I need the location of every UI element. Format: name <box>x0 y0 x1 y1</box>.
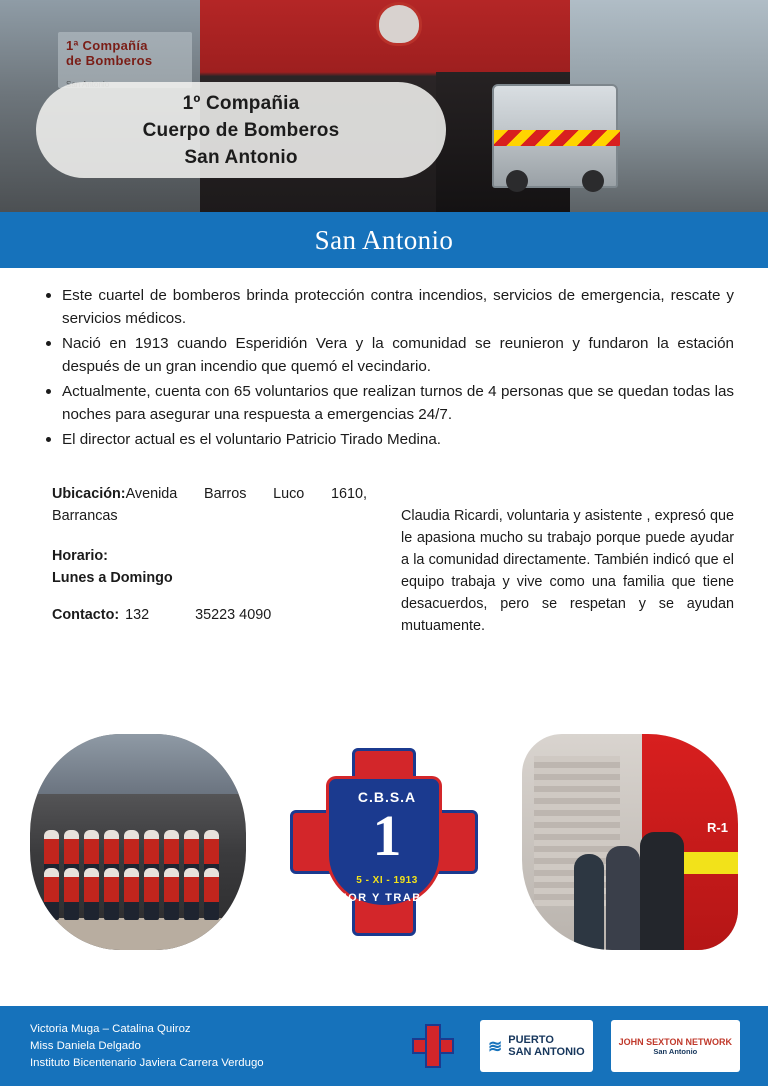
photo-gallery <box>0 728 768 956</box>
location-value: Avenida Barros Luco 1610, Barrancas <box>52 486 368 524</box>
hours-label: Horario: <box>52 548 108 564</box>
bullet-list <box>44 284 734 451</box>
photo-sky <box>30 734 246 794</box>
footer-logos <box>404 1020 740 1072</box>
company-crest-logo <box>284 742 484 942</box>
location-block <box>52 483 367 527</box>
mini-cross-vertical <box>425 1024 441 1068</box>
person-figure <box>606 846 640 950</box>
list-item: Nació en 1913 cuando Esperidión Vera y la comunidad se reunieron y fundaron la estación después de un gran incendio que quemó el vecindario. <box>44 332 734 378</box>
volunteer-figure <box>164 868 179 920</box>
crest-motto: HONOR Y TRABAJO <box>319 892 449 904</box>
credit-line-school: Instituto Bicentenario Javiera Carrera Verdugo <box>30 1056 264 1069</box>
person-figure <box>640 832 684 950</box>
puerto-line1: PUERTO <box>508 1034 554 1046</box>
crest-initials: C.B.S.A <box>357 789 417 805</box>
truck-stripe <box>494 130 620 146</box>
description-bullets <box>0 268 768 451</box>
contact-info-column <box>52 483 367 641</box>
truck-wheel <box>582 170 604 192</box>
hero-title-badge <box>36 82 446 178</box>
station-wall-sign <box>58 32 192 88</box>
hero-badge-line1: 1º Compañia <box>182 92 300 114</box>
station-sign-line1: 1ª Compañía <box>66 38 148 53</box>
info-columns <box>0 453 768 641</box>
puerto-line2: SAN ANTONIO <box>508 1046 585 1058</box>
puerto-logo-text <box>508 1034 584 1058</box>
crest-founding-date: 5 - XI - 1913 <box>356 875 418 886</box>
station-sign-line2: de Bomberos <box>66 53 153 68</box>
volunteer-figure <box>124 868 139 920</box>
contact-value-phone: 35223 4090 <box>195 607 272 623</box>
logo-bomberos <box>404 1020 462 1072</box>
volunteer-figure <box>44 868 59 920</box>
list-item: El director actual es el voluntario Patricio Tirado Medina. <box>44 428 734 451</box>
logo-john-sexton-network <box>611 1020 740 1072</box>
truck-unit-label: R-1 <box>707 820 728 835</box>
volunteer-row <box>44 868 219 920</box>
list-item: Actualmente, cuenta con 65 voluntarios que realizan turnos de 4 personas que se quedan todas las noches para asegurar una respuesta a emergencias 24/7. <box>44 380 734 426</box>
testimonial-column <box>401 483 734 641</box>
photo-interview-truck <box>522 734 738 950</box>
hero-crest-icon <box>376 2 422 46</box>
hours-value: Lunes a Domingo <box>52 570 173 586</box>
volunteer-figure <box>64 868 79 920</box>
section-title-bar <box>0 212 768 268</box>
puerto-logo-inner <box>488 1034 585 1058</box>
volunteer-figure <box>84 868 99 920</box>
waves-icon: ≋ <box>488 1036 503 1056</box>
crest-shield <box>326 776 442 908</box>
jsn-line1: JOHN SEXTON NETWORK <box>618 1036 732 1047</box>
location-label: Ubicación: <box>52 486 126 502</box>
interview-people <box>574 832 694 950</box>
credit-line-teacher: Miss Daniela Delgado <box>30 1039 141 1052</box>
logo-puerto-san-antonio <box>480 1020 593 1072</box>
hours-block <box>52 545 367 589</box>
volunteer-figure <box>184 868 199 920</box>
photo-volunteers-group <box>30 734 246 950</box>
photo-floor <box>30 918 246 950</box>
bomberos-crest-icon <box>412 1022 454 1070</box>
contact-label: Contacto: <box>52 607 120 623</box>
testimonial-text: Claudia Ricardi, voluntaria y asistente , expresó que le apasiona mucho su trabajo porque puede ayudar a la comunidad directamente. También indicó que el equipo trabaja y vive como una familia que tiene desacuerdos, pero se respetan y se ayudan mutuamente. <box>401 508 734 634</box>
truck-wheel <box>506 170 528 192</box>
list-item: Este cuartel de bomberos brinda protección contra incendios, servicios de emergencia, rescate y servicios médicos. <box>44 284 734 330</box>
hero-badge-line3: San Antonio <box>184 146 298 168</box>
page-title: San Antonio <box>314 224 454 255</box>
jsn-logo-inner <box>619 1037 732 1056</box>
fire-truck-photo-element <box>492 84 618 188</box>
hero-photo <box>0 0 768 212</box>
hero-badge-line2: Cuerpo de Bomberos <box>142 119 340 141</box>
crest-number: 1 <box>372 803 402 868</box>
volunteer-figure <box>204 868 219 920</box>
volunteer-figure <box>144 868 159 920</box>
contact-value-emergency: 132 <box>125 607 150 623</box>
jsn-line2: San Antonio <box>653 1046 698 1056</box>
volunteer-figure <box>104 868 119 920</box>
credit-line-students: Victoria Muga – Catalina Quiroz <box>30 1022 191 1035</box>
footer-credits <box>0 1021 264 1072</box>
contact-block <box>52 607 367 623</box>
person-figure <box>574 854 604 950</box>
footer-bar <box>0 1006 768 1086</box>
